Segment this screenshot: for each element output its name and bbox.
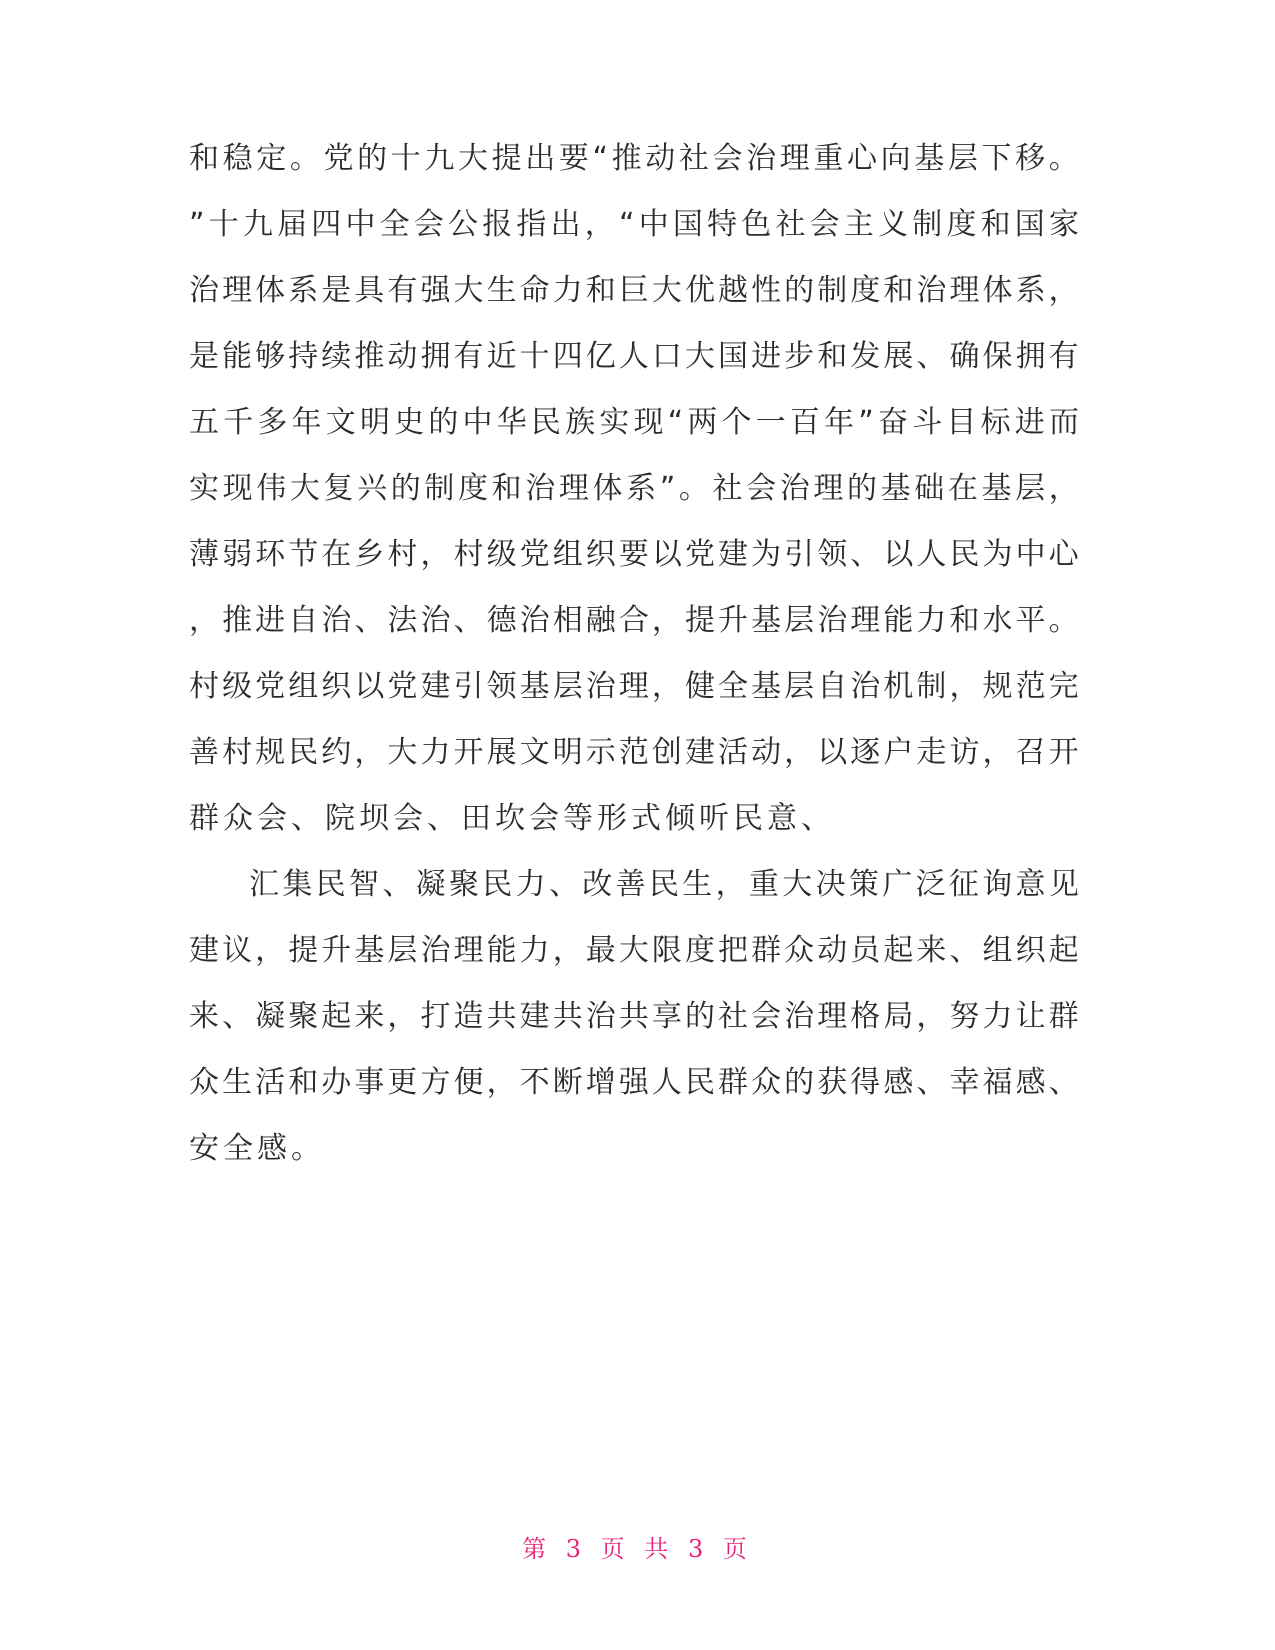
text-line: 五 千 多 年 文 明 史 的 中 华 民 族 实 现 “ 两 个 一 百 年 ” 奋 斗 目 标 进 而 <box>189 405 1079 440</box>
text-line: ， 推 进 自 治 、 法 治 、 德 治 相 融 合 ， 提 升 基 层 治 理 能 力 和 水 平 。 <box>189 603 1079 638</box>
text-line: 村 级 党 组 织 以 党 建 引 领 基 层 治 理 ， 健 全 基 层 自 治 机 制 ， 规 范 完 <box>189 669 1079 704</box>
text-line-indented: 汇 集 民 智 、 凝 聚 民 力 、 改 善 民 生 ， 重 大 决 策 广 泛 征 询 意 见 <box>249 867 1079 902</box>
text-line: 治 理 体 系 是 具 有 强 大 生 命 力 和 巨 大 优 越 性 的 制 度 和 治 理 体 系 ， <box>189 273 1079 308</box>
text-line: 是 能 够 持 续 推 动 拥 有 近 十 四 亿 人 口 大 国 进 步 和 发 展 、 确 保 拥 有 <box>189 339 1079 374</box>
text-line: 善 村 规 民 约 ， 大 力 开 展 文 明 示 范 创 建 活 动 ， 以 逐 户 走 访 ， 召 开 <box>189 735 1079 770</box>
text-line: 来 、 凝 聚 起 来 ， 打 造 共 建 共 治 共 享 的 社 会 治 理 格 局 ， 努 力 让 群 <box>189 999 1079 1034</box>
page-number-footer: 第 3 页 共 3 页 <box>522 1535 753 1563</box>
text-line: 安全感。 <box>189 1131 325 1166</box>
body-text <box>189 141 1079 1200</box>
text-line: 实 现 伟 大 复 兴 的 制 度 和 治 理 体 系 ” 。 社 会 治 理 的 基 础 在 基 层 ， <box>189 471 1079 506</box>
text-line: 群众会、院坝会、田坎会等形式倾听民意、 <box>189 801 835 836</box>
text-line: 薄 弱 环 节 在 乡 村 ， 村 级 党 组 织 要 以 党 建 为 引 领 、 以 人 民 为 中 心 <box>189 537 1079 572</box>
text-line: 建 议 ， 提 升 基 层 治 理 能 力 ， 最 大 限 度 把 群 众 动 员 起 来 、 组 织 起 <box>189 933 1079 968</box>
text-line: 和 稳 定 。 党 的 十 九 大 提 出 要 “ 推 动 社 会 治 理 重 心 向 基 层 下 移 。 <box>189 141 1079 176</box>
text-line: ” 十 九 届 四 中 全 会 公 报 指 出 ， “ 中 国 特 色 社 会 主 义 制 度 和 国 家 <box>189 207 1079 242</box>
text-line: 众 生 活 和 办 事 更 方 便 ， 不 断 增 强 人 民 群 众 的 获 得 感 、 幸 福 感 、 <box>189 1065 1079 1100</box>
